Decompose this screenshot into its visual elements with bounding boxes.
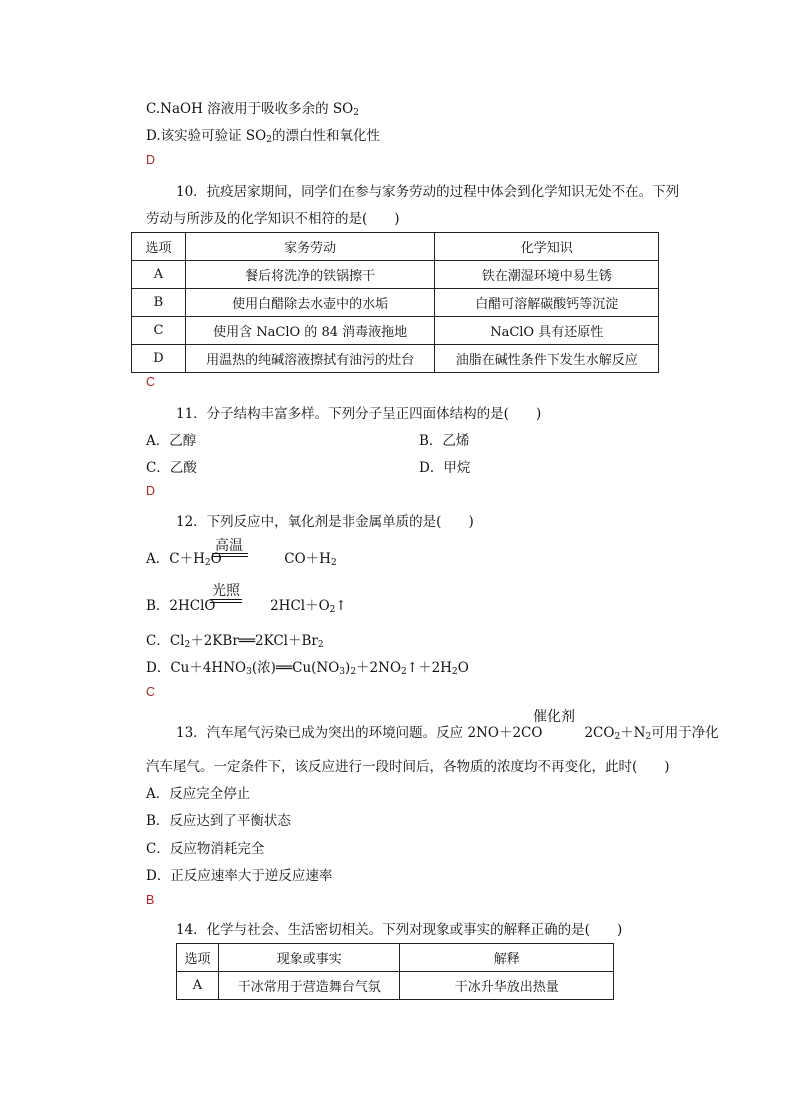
q12-stem: 12．下列反应中，氧化剂是非金属单质的是( ) <box>176 514 474 530</box>
table-cell: B <box>132 289 186 317</box>
table-header-cell: 现象或事实 <box>218 944 400 972</box>
table-cell: 干冰常用于营造舞台气氛 <box>218 972 400 1000</box>
table-cell: 白醋可溶解碳酸钙等沉淀 <box>435 289 659 317</box>
table-cell: 铁在潮湿环境中易生锈 <box>435 261 659 289</box>
q12-option-a-condition: 高温 <box>215 538 243 554</box>
q10-table <box>131 232 659 373</box>
q13-stem-line1: 13．汽车尾气污染已成为突出的环境问题。反应 2NO＋2CO $2CO_2+N_2$可用于净化 <box>176 725 719 742</box>
table-cell: A <box>177 972 219 1000</box>
table-row <box>132 317 659 345</box>
equals-bar <box>212 553 248 554</box>
q12-answer: C <box>146 685 156 699</box>
equals-bar <box>212 556 248 557</box>
q14-stem: 14．化学与社会、生活密切相关。下列对现象或事实的解释正确的是( ) <box>176 922 623 938</box>
table-row <box>132 261 659 289</box>
q11-option-b: B．乙烯 <box>419 433 470 449</box>
table-header-cell: 选项 <box>132 233 186 261</box>
q11-answer: D <box>146 484 156 498</box>
table-header-cell: 选项 <box>177 944 219 972</box>
q12-option-d: D．$Cu+4HNO_3$(浓)$══Cu(NO_3)_2+2NO_2↑+2H_2O$ <box>146 660 469 677</box>
q10-stem-line2: 劳动与所涉及的化学知识不相符的是( ) <box>146 211 400 227</box>
table-header-cell: 解释 <box>400 944 614 972</box>
table-header-cell: 家务劳动 <box>185 233 435 261</box>
q11-option-c: C．乙酸 <box>146 460 197 476</box>
table-cell: A <box>132 261 186 289</box>
q13-stem-line2: 汽车尾气。一定条件下，该反应进行一段时间后，各物质的浓度均不再变化，此时( ) <box>146 759 670 775</box>
q11-option-a: A．乙醇 <box>146 433 197 449</box>
equals-bar <box>210 599 242 600</box>
table-header-row <box>132 233 659 261</box>
q13-option-b: B．反应达到了平衡状态 <box>146 813 291 829</box>
table-row <box>177 972 614 1000</box>
q13-option-c: C．反应物消耗完全 <box>146 841 265 857</box>
q12-option-b-condition: 光照 <box>212 583 240 599</box>
table-header-row <box>177 944 614 972</box>
table-cell: C <box>132 317 186 345</box>
table-row <box>132 345 659 373</box>
q13-option-a: A．反应完全停止 <box>146 786 251 802</box>
table-header-cell: 化学知识 <box>435 233 659 261</box>
table-cell: 使用含 NaClO 的 84 消毒液拖地 <box>185 317 435 345</box>
q14-table <box>176 943 614 1000</box>
q11-option-d: D．甲烷 <box>419 460 471 476</box>
table-cell: 油脂在碱性条件下发生水解反应 <box>435 345 659 373</box>
table-cell: D <box>132 345 186 373</box>
q12-option-a: A．$C+H_2O$ $CO+H_2$ <box>146 551 337 568</box>
q11-stem: 11．分子结构丰富多样。下列分子呈正四面体结构的是( ) <box>176 406 542 422</box>
table-cell: 餐后将洗净的铁锅擦干 <box>185 261 435 289</box>
table-cell: 使用白醋除去水壶中的水垢 <box>185 289 435 317</box>
q13-answer: B <box>146 893 155 907</box>
q10-stem-line1: 10．抗疫居家期间，同学们在参与家务劳动的过程中体会到化学知识无处不在。下列 <box>176 184 680 200</box>
table-cell: 干冰升华放出热量 <box>400 972 614 1000</box>
q13-option-d: D．正反应速率大于逆反应速率 <box>146 868 333 884</box>
table-row <box>132 289 659 317</box>
table-cell: NaClO 具有还原性 <box>435 317 659 345</box>
q9-answer: D <box>146 153 156 167</box>
q9-option-d: D.该实验可验证 $SO_2$的漂白性和氧化性 <box>146 128 380 145</box>
equals-bar <box>210 602 242 603</box>
q9-option-c: C.NaOH 溶液用于吸收多余的 $SO_2$ <box>146 101 359 118</box>
q12-option-c: C．$Cl_2+2KBr══2KCl+Br_2$ <box>146 633 324 650</box>
q13-catalyst: 催化剂 <box>533 709 575 725</box>
q12-option-b: B．2HClO $2HCl+O_2↑$ <box>146 598 347 615</box>
table-cell: 用温热的纯碱溶液擦拭有油污的灶台 <box>185 345 435 373</box>
q10-answer: C <box>146 375 156 389</box>
